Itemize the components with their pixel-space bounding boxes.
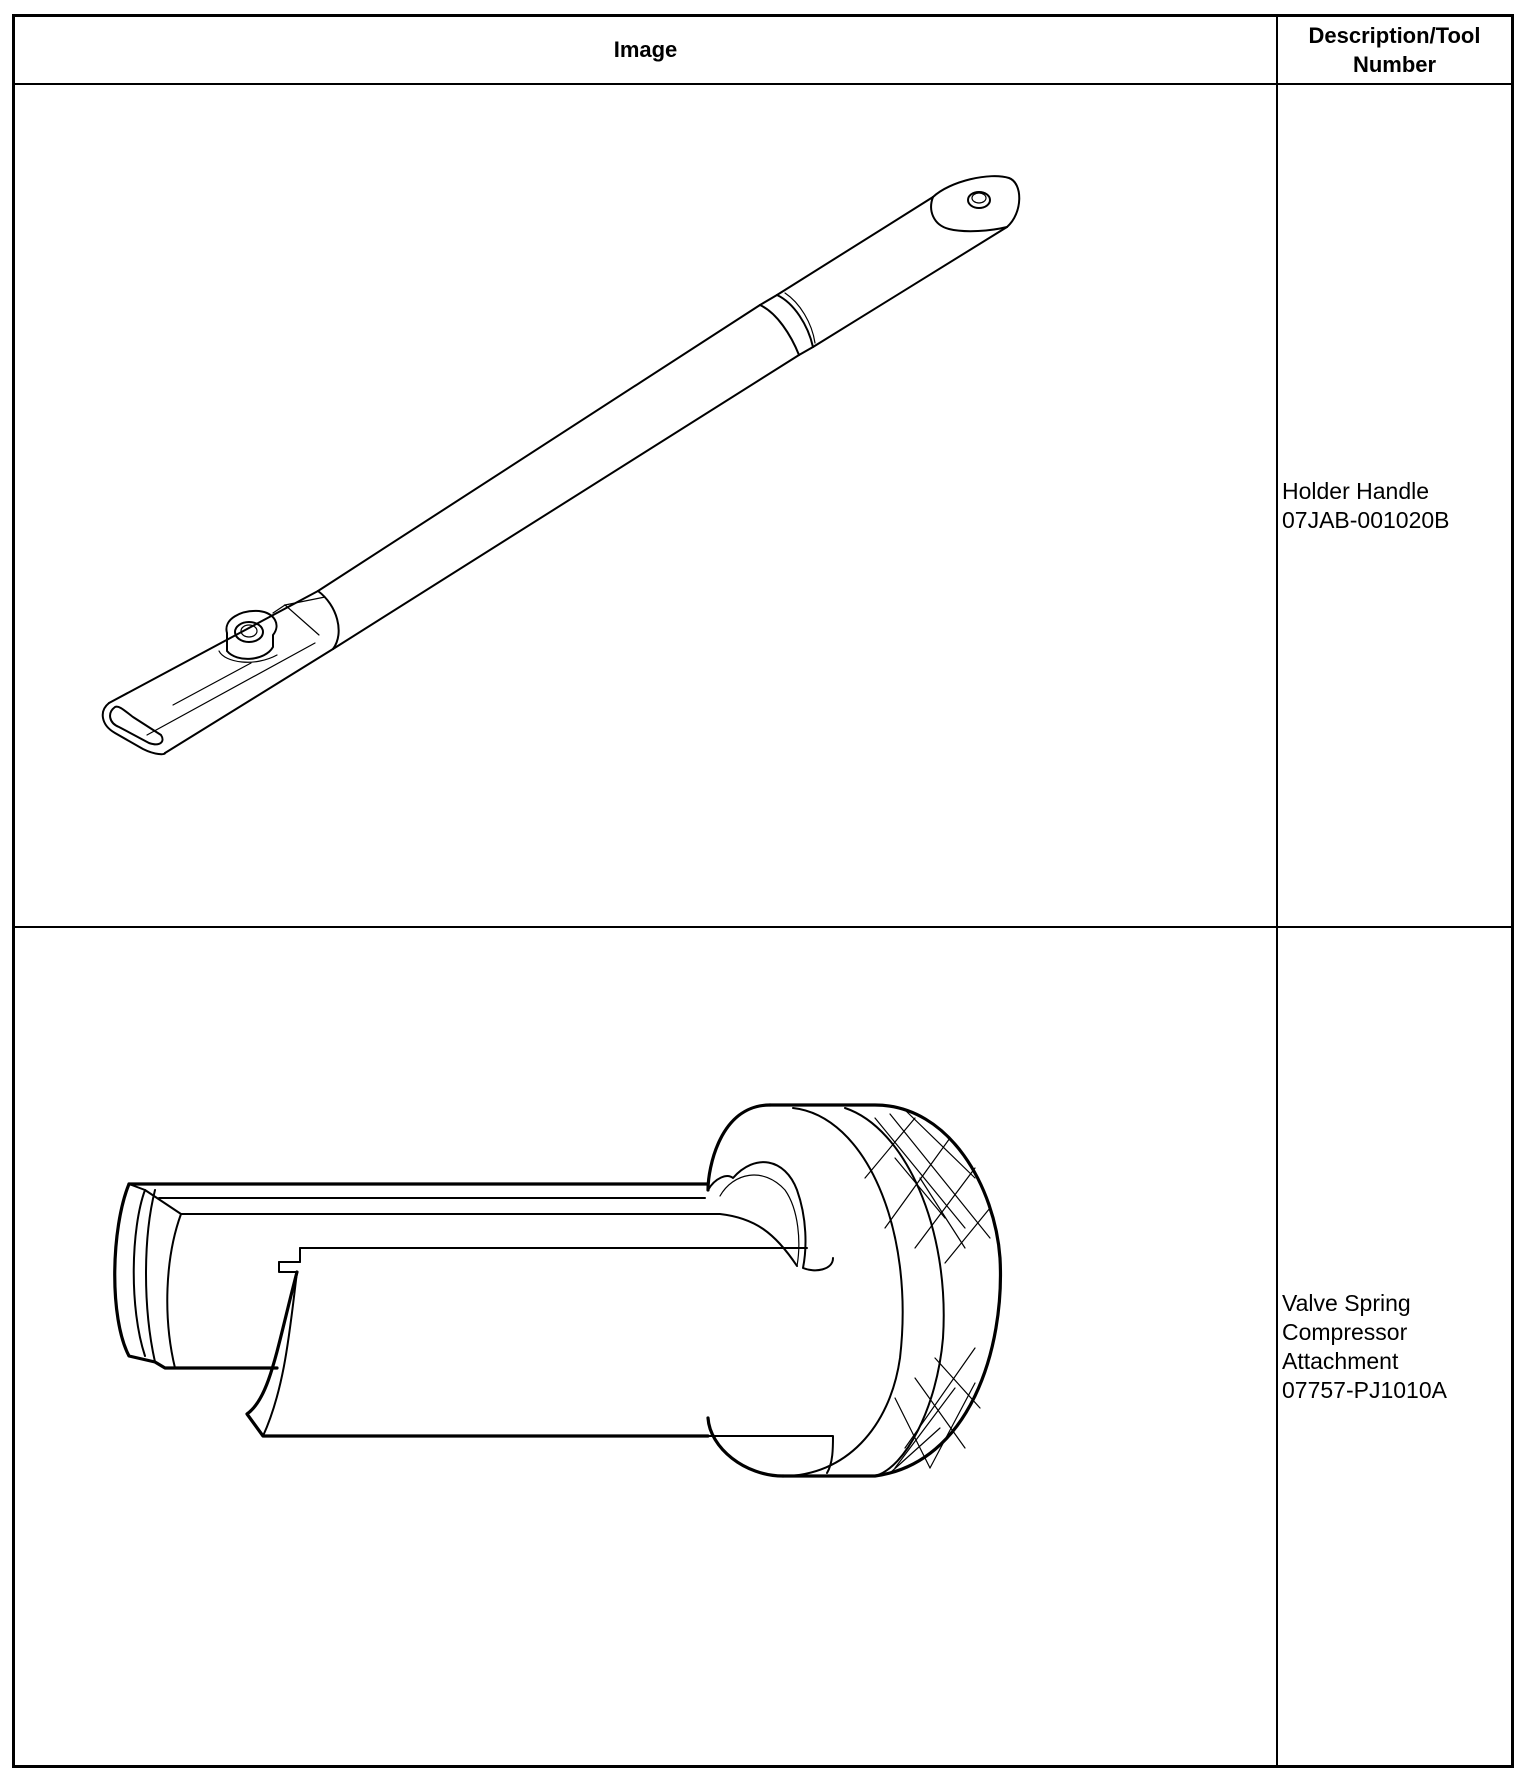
- table-row: [15, 928, 1511, 1765]
- holder-handle-drawing: [15, 85, 1276, 926]
- description-cell: [1276, 928, 1511, 1765]
- description-cell: [1276, 85, 1511, 926]
- header-description-line-1: Description/Tool: [1308, 23, 1481, 48]
- tool-name: Holder Handle: [1282, 477, 1430, 504]
- special-tools-table: [12, 14, 1514, 1768]
- tool-number: 07757-PJ1010A: [1282, 1376, 1447, 1403]
- tool-name-line-2: Compressor: [1282, 1318, 1408, 1345]
- table-row: [15, 85, 1511, 928]
- tool-number: 07JAB-001020B: [1282, 506, 1450, 533]
- header-description-tool-number: [1276, 17, 1511, 83]
- valve-spring-compressor-attachment-drawing: [15, 928, 1276, 1765]
- table-header-row: [15, 17, 1511, 85]
- image-cell: [15, 928, 1276, 1765]
- tool-name-line-1: Valve Spring: [1282, 1289, 1411, 1316]
- header-image: Image: [613, 37, 678, 62]
- header-description-line-2: Number: [1352, 52, 1437, 77]
- tool-name-line-3: Attachment: [1282, 1347, 1399, 1374]
- image-cell: [15, 85, 1276, 926]
